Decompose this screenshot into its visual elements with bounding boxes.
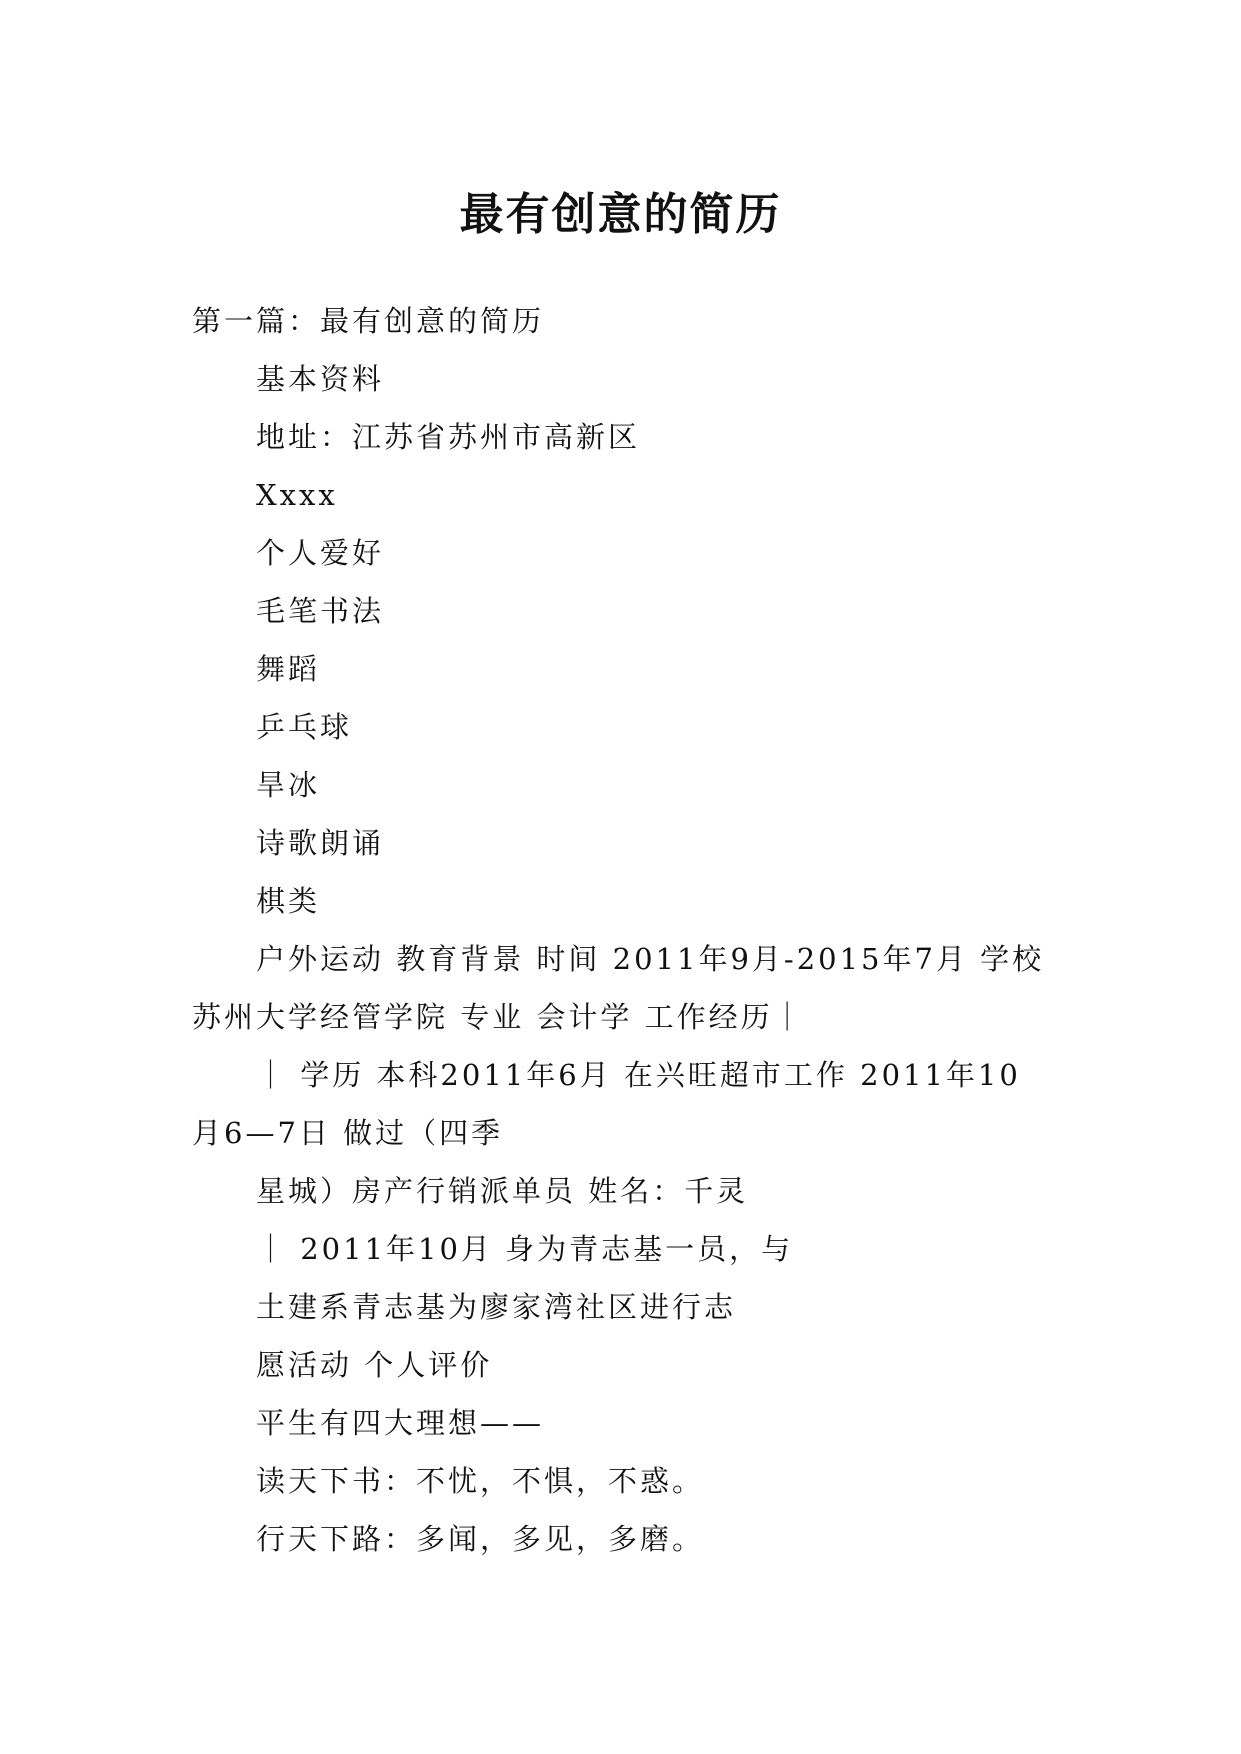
text-paragraph: 户外运动 教育背景 时间 2011年9月-2015年7月 学校 苏州大学经管学院 专业 会计学 工作经历｜ <box>192 942 1045 1034</box>
text-line: 第一篇：最有创意的简历 <box>192 304 545 338</box>
text-line: 舞蹈 <box>256 652 321 686</box>
text-line: 个人爱好 <box>256 536 385 570</box>
document-body <box>192 292 1052 1568</box>
text-line: 乒乓球 <box>256 710 353 744</box>
text-line: 毛笔书法 <box>256 594 385 628</box>
text-line: 地址：江苏省苏州市高新区 <box>256 420 641 454</box>
text-line: 愿活动 个人评价 <box>256 1348 493 1382</box>
text-line: 棋类 <box>256 884 321 918</box>
text-line: Xxxx <box>256 478 338 512</box>
text-line: 平生有四大理想—— <box>256 1406 545 1440</box>
text-line: ｜ 2011年10月 身为青志基一员，与 <box>256 1232 794 1266</box>
text-line: 星城）房产行销派单员 姓名：千灵 <box>256 1174 749 1208</box>
text-paragraph: ｜ 学历 本科2011年6月 在兴旺超市工作 2011年10月6—7日 做过（四季 <box>192 1058 1021 1150</box>
text-line: 旱冰 <box>256 768 321 802</box>
text-line: 基本资料 <box>256 362 385 396</box>
text-line: 读天下书：不忧，不惧，不惑。 <box>256 1464 705 1498</box>
page-title: 最有创意的简历 <box>459 189 782 241</box>
text-line: 行天下路：多闻，多见，多磨。 <box>256 1522 705 1556</box>
text-line: 诗歌朗诵 <box>256 826 385 860</box>
text-line: 土建系青志基为廖家湾社区进行志 <box>256 1290 737 1324</box>
